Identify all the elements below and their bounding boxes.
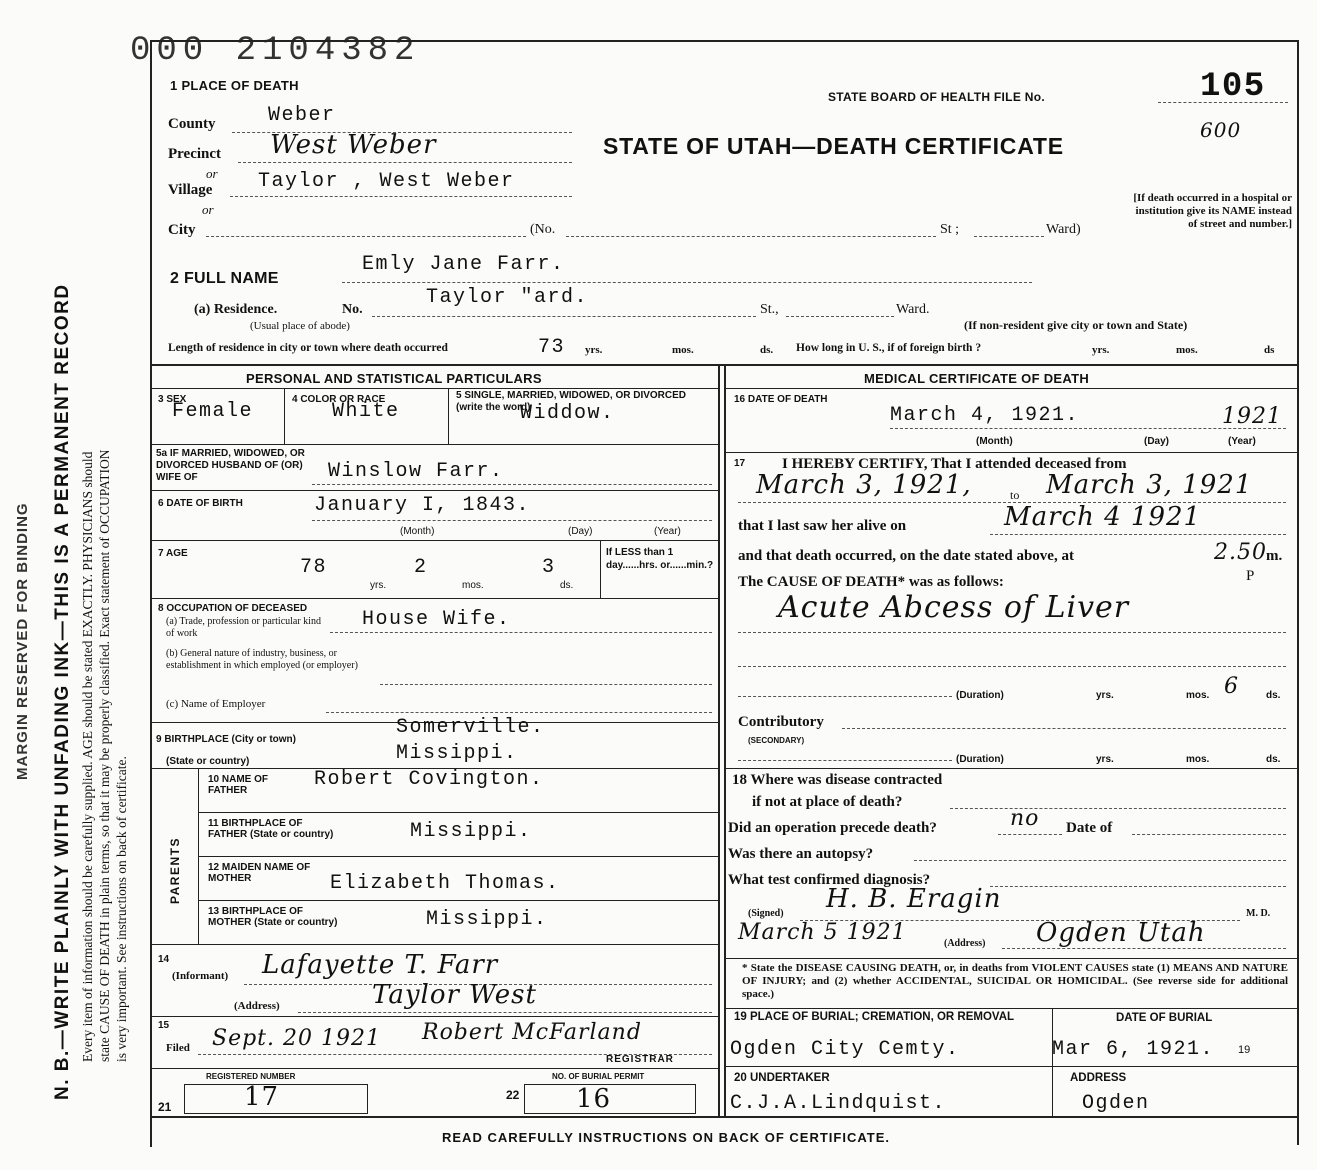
age-yrs: yrs.	[370, 580, 387, 591]
age-divider	[600, 540, 601, 598]
operation-date-line	[1132, 834, 1286, 835]
cause-label: The CAUSE OF DEATH* was as follows:	[738, 574, 1004, 590]
city-no-line	[566, 236, 936, 237]
death-year: (Year)	[1228, 436, 1256, 447]
date-of-death-label: 16 DATE OF DEATH	[734, 394, 828, 405]
occupation-line	[330, 632, 712, 633]
or-2: or	[202, 202, 214, 217]
residence-label: (a) Residence.	[194, 302, 278, 317]
cause-line-2	[738, 666, 1286, 667]
race-divider	[448, 388, 449, 444]
attended-from: March 3, 1921,	[756, 470, 972, 500]
registered-number-idx: 21	[158, 1100, 172, 1114]
row-sep-10	[198, 900, 718, 901]
physician-address: Ogden Utah	[1036, 918, 1206, 948]
cause-line-1	[738, 632, 1286, 633]
md-label: M. D.	[1246, 908, 1271, 919]
occupation-b-line	[380, 684, 712, 685]
precinct-value: West Weber	[270, 130, 437, 160]
length-value: 73	[538, 336, 566, 359]
marital-value: Widdow.	[520, 402, 615, 425]
residence-value: Taylor "ard.	[426, 286, 589, 309]
race-label: 4 COLOR OR RACE	[292, 394, 386, 405]
contributory-label: Contributory	[738, 714, 824, 730]
county-value: Weber	[268, 104, 336, 127]
birthplace-city: Somerville.	[396, 716, 545, 739]
secondary-label: (SECONDARY)	[748, 736, 805, 745]
age-mos: mos.	[462, 580, 484, 591]
registered-number: 17	[244, 1082, 280, 1112]
spouse-value: Winslow Farr.	[328, 460, 504, 483]
full-name-value: Emly Jane Farr.	[362, 253, 565, 276]
margin-binding-text: MARGIN RESERVED FOR BINDING	[14, 502, 31, 780]
duration2-ds: ds.	[1266, 754, 1281, 765]
occupation-label: 8 OCCUPATION OF DECEASED	[158, 603, 308, 614]
residence-ward: Ward.	[896, 302, 930, 317]
document-number: 000 2104382	[130, 32, 421, 70]
burial-place-label: 19 PLACE OF BURIAL; CREMATION, OR REMOVAL	[734, 1011, 1015, 1023]
how-long-yrs: yrs.	[1092, 344, 1110, 356]
burial-permit-idx: 22	[506, 1088, 520, 1102]
burial-divider	[1052, 1008, 1053, 1116]
how-long-label: How long in U. S., if of foreign birth ?	[796, 342, 982, 354]
informant-address: Taylor West	[372, 980, 537, 1010]
non-resident-note: (If non-resident give city or town and State)	[964, 318, 1188, 332]
cause-value: Acute Abcess of Liver	[778, 590, 1130, 625]
informant-address-label: (Address)	[234, 1000, 280, 1012]
how-long-mos: mos.	[1176, 344, 1198, 356]
test-line	[990, 886, 1286, 887]
dob-month: (Month)	[400, 526, 435, 537]
residence-st-line	[786, 316, 894, 317]
father-bp-label: 11 BIRTHPLACE OF FATHER (State or country)	[208, 818, 334, 840]
birthplace-state-label: (State or country)	[166, 756, 250, 767]
filed-num: 15	[158, 1020, 170, 1031]
age-days: 3	[542, 556, 556, 579]
dob-day: (Day)	[568, 526, 593, 537]
signed-label: (Signed)	[748, 908, 784, 919]
burial-place: Ogden City Cemty.	[730, 1038, 960, 1061]
row-sep-11	[150, 944, 718, 945]
row-sep-9	[198, 856, 718, 857]
occupation-a: (a) Trade, profession or particular kind of work	[166, 616, 321, 639]
burial-permit: 16	[576, 1084, 612, 1114]
med-sep-5	[724, 1008, 1297, 1009]
father-value: Robert Covington.	[314, 768, 544, 791]
burial-date: Mar 6, 1921.	[1052, 1038, 1215, 1061]
registrar-label: REGISTRAR	[606, 1054, 674, 1065]
spouse-label: 5a IF MARRIED, WIDOWED, OR DIVORCED HUSBAND OF (OR) WIFE OF	[156, 448, 305, 483]
burial-date-label: DATE OF BURIAL	[1116, 1012, 1213, 1024]
undertaker-address: Ogden	[1082, 1092, 1150, 1115]
parents-label: PARENTS	[168, 837, 182, 904]
file-no: 105	[1200, 68, 1266, 106]
or-1: or	[206, 166, 218, 181]
city-no: (No.	[530, 222, 556, 237]
cause-line-3	[738, 696, 952, 697]
duration2-mos: mos.	[1186, 754, 1210, 765]
how-long-ds: ds	[1264, 344, 1275, 356]
row-sep-2	[150, 444, 718, 445]
duration-label: (Duration)	[956, 690, 1004, 701]
duration2-label: (Duration)	[956, 754, 1004, 765]
duration-yrs: yrs.	[1096, 690, 1114, 701]
attended-to-label: to	[1010, 488, 1020, 502]
usual-place: (Usual place of abode)	[250, 320, 350, 332]
margin-permanent-record: N. B.—WRITE PLAINLY WITH UNFADING INK—THIS IS A PERMANENT RECORD	[52, 283, 73, 1100]
death-month: (Month)	[976, 436, 1013, 447]
precinct-line	[238, 162, 572, 163]
operation-date-label: Date of	[1066, 820, 1113, 836]
less-than-label: If LESS than 1 day......hrs. or......min.?	[606, 547, 714, 571]
last-saw-date: March 4 1921	[1004, 502, 1202, 532]
age-years: 78	[300, 556, 328, 579]
attended-to: March 3, 1921	[1046, 470, 1253, 500]
footer-instructions: READ CAREFULLY INSTRUCTIONS ON BACK OF CERTIFICATE.	[442, 1130, 890, 1145]
med-sep-4	[724, 958, 1297, 959]
death-time: 2.50	[1214, 540, 1267, 565]
last-saw-line	[990, 534, 1286, 535]
dob-value: January I, 1843.	[314, 494, 531, 517]
last-saw-label: that I last saw her alive on	[738, 518, 907, 534]
date-of-death-year: 1921	[1222, 404, 1282, 429]
dob-line	[312, 520, 712, 521]
spouse-line	[312, 484, 712, 485]
certify-text: I HEREBY CERTIFY, That I attended deceased from	[782, 456, 1127, 472]
duration2-yrs: yrs.	[1096, 754, 1114, 765]
duration-ds: ds.	[1266, 690, 1281, 701]
autopsy-line	[914, 860, 1286, 861]
certify-num: 17	[734, 458, 746, 469]
full-name-line	[342, 282, 1032, 283]
duration-mos-value: 6	[1224, 674, 1239, 699]
village-value: Taylor , West Weber	[258, 170, 515, 193]
length-mos: mos.	[672, 344, 694, 356]
dob-label: 6 DATE OF BIRTH	[158, 498, 243, 509]
residence-st: St.,	[760, 302, 779, 317]
village-label: Village	[168, 182, 213, 198]
registered-number-label: REGISTERED NUMBER	[206, 1072, 296, 1081]
physician-address-line	[1002, 948, 1286, 949]
row-sep-3	[150, 490, 718, 491]
city-st: St ;	[940, 222, 960, 237]
file-no-extra: 600	[1200, 118, 1242, 142]
place-of-death-label: 1 PLACE OF DEATH	[170, 78, 299, 93]
operation-answer: no	[1010, 806, 1040, 831]
burial-permit-label: NO. OF BURIAL PERMIT	[552, 1072, 645, 1081]
father-label: 10 NAME OF FATHER	[208, 774, 269, 796]
operation-label: Did an operation precede death?	[728, 820, 937, 836]
med-sep-6	[724, 1066, 1297, 1067]
undertaker-value: C.J.A.Lindquist.	[730, 1092, 947, 1115]
mother-label: 12 MAIDEN NAME OF MOTHER	[208, 862, 311, 884]
row-sep-8	[198, 812, 718, 813]
filed-label: Filed	[166, 1042, 190, 1054]
birthplace-state: Missippi.	[396, 742, 518, 765]
hospital-note: [If death occurred in a hospital or institution give its NAME instead of street and number.]	[1133, 192, 1292, 230]
row-sep-13	[150, 1068, 718, 1069]
date-of-death: March 4, 1921.	[890, 404, 1080, 427]
operation-line	[998, 834, 1062, 835]
length-label: Length of residence in city or town where death occurred	[168, 342, 448, 354]
informant-label: (Informant)	[172, 970, 229, 982]
margin-instructions-1: Every item of information should be carefully supplied. AGE should be stated EXACTLY. PHYSICIANS should	[80, 451, 95, 1062]
informant-address-line	[298, 1012, 712, 1013]
city-line	[206, 236, 526, 237]
mother-bp-value: Missippi.	[426, 908, 548, 931]
death-occurred-label: and that death occurred, on the date stated above, at	[738, 548, 1074, 564]
med-sep-3	[724, 768, 1297, 769]
precinct-label: Precinct	[168, 146, 222, 162]
dob-year: (Year)	[654, 526, 681, 537]
mother-value: Elizabeth Thomas.	[330, 872, 560, 895]
length-ds: ds.	[760, 344, 774, 356]
center-divider-a	[718, 364, 720, 1116]
frame-right	[1297, 40, 1299, 1145]
length-yrs: yrs.	[585, 344, 603, 356]
autopsy-label: Was there an autopsy?	[728, 846, 874, 862]
contributory-line-2	[738, 760, 952, 761]
village-line	[230, 196, 572, 197]
occupation-value: House Wife.	[362, 608, 511, 631]
personal-section-title: PERSONAL AND STATISTICAL PARTICULARS	[246, 371, 542, 386]
informant-num: 14	[158, 954, 170, 965]
row-sep-5	[150, 598, 718, 599]
occupation-c: (c) Name of Employer	[166, 698, 266, 710]
row-sep-1	[150, 388, 718, 389]
q18b-label: if not at place of death?	[752, 794, 903, 810]
row-sep-12	[150, 1016, 718, 1017]
informant-value: Lafayette T. Farr	[262, 950, 499, 980]
birthplace-label: 9 BIRTHPLACE (City or town)	[156, 734, 296, 745]
certificate-title: STATE OF UTAH—DEATH CERTIFICATE	[603, 133, 1064, 159]
occupation-c-line	[326, 712, 712, 713]
age-label: 7 AGE	[158, 548, 188, 559]
age-ds: ds.	[560, 580, 574, 591]
sex-divider	[284, 388, 285, 444]
med-sep-2	[724, 452, 1297, 453]
margin-instructions-3: is very important. See instructions on back of certificate.	[114, 756, 129, 1062]
q18-label: 18 Where was disease contracted	[732, 772, 943, 788]
burial-year-tail: 19	[1238, 1044, 1251, 1056]
age-months: 2	[414, 556, 428, 579]
sex-value: Female	[172, 400, 254, 423]
file-no-label: STATE BOARD OF HEALTH FILE No.	[828, 90, 1045, 104]
contributory-line	[842, 728, 1286, 729]
margin-instructions-2: state CAUSE OF DEATH in plain terms, so that it may be properly classified. Exact statement of OCCUPATION	[97, 449, 112, 1062]
undertaker-address-label: ADDRESS	[1070, 1072, 1127, 1084]
duration-mos: mos.	[1186, 690, 1210, 701]
signed-date: March 5 1921	[738, 920, 907, 945]
physician-address-label: (Address)	[944, 938, 986, 949]
residence-no-label: No.	[342, 302, 363, 317]
row-sep-4	[150, 540, 718, 541]
full-name-label: 2 FULL NAME	[170, 270, 279, 287]
city-ward-line	[974, 236, 1044, 237]
registrar-signature: Robert McFarland	[422, 1020, 642, 1045]
marital-label: 5 SINGLE, MARRIED, WIDOWED, OR DIVORCED (write the word)	[456, 390, 687, 413]
sex-label: 3 SEX	[158, 394, 187, 405]
center-divider-b	[724, 364, 726, 1116]
filed-date: Sept. 20 1921	[212, 1026, 381, 1051]
q18-line	[950, 808, 1286, 809]
death-m: m.	[1266, 548, 1283, 564]
undertaker-label: 20 UNDERTAKER	[734, 1072, 830, 1084]
mother-bp-label: 13 BIRTHPLACE OF MOTHER (State or country)	[208, 906, 338, 928]
grid-bottom	[150, 1116, 1297, 1118]
death-day: (Day)	[1144, 436, 1170, 447]
medical-section-title: MEDICAL CERTIFICATE OF DEATH	[864, 371, 1090, 386]
physician-signature: H. B. Eragin	[826, 884, 1002, 914]
med-sep-1	[724, 388, 1297, 389]
test-label: What test confirmed diagnosis?	[728, 872, 931, 888]
county-label: County	[168, 116, 216, 132]
race-value: White	[332, 400, 400, 423]
occupation-b: (b) General nature of industry, business, or establishment in which employed (or employer)	[166, 648, 358, 671]
city-label: City	[168, 222, 196, 238]
death-p: P	[1246, 568, 1255, 584]
city-ward: Ward)	[1046, 222, 1081, 237]
cause-footnote: * State the DISEASE CAUSING DEATH, or, in deaths from VIOLENT CAUSES state (1) MEANS AND NATURE OF INJURY; and (2) whether ACCIDENTAL, SUICIDAL OR HOMICIDAL. (See reverse side for additional space.)	[742, 962, 1288, 1000]
residence-line	[372, 316, 756, 317]
father-bp-value: Missippi.	[410, 820, 532, 843]
